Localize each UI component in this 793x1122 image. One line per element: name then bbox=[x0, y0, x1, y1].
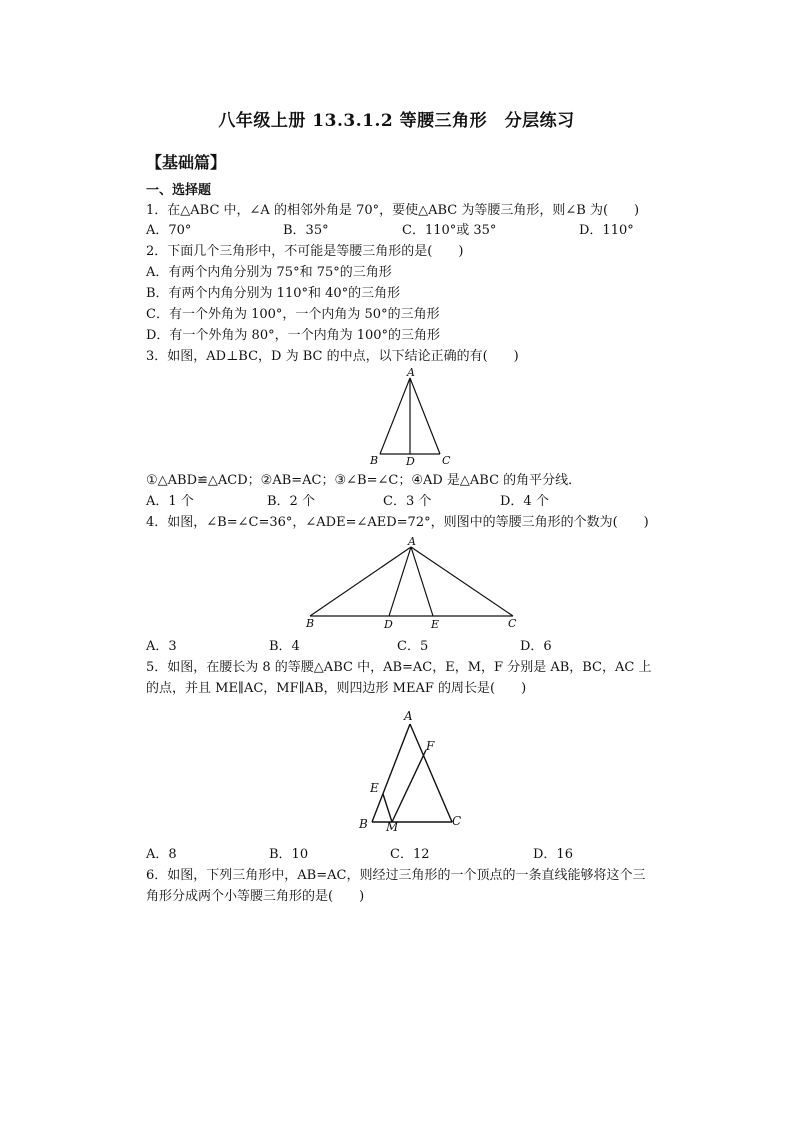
q4-side-ab bbox=[310, 547, 411, 616]
q3-side-ab bbox=[380, 378, 410, 454]
q5-option-a: A．8 bbox=[146, 847, 177, 862]
q2-option-d: D．有一个外角为 80°，一个内角为 100°的三角形 bbox=[146, 328, 441, 343]
q4-segment-ad bbox=[389, 547, 411, 616]
question-2-stem: 2．下面几个三角形中，不可能是等腰三角形的是( ) bbox=[146, 244, 464, 259]
q1-option-b: B．35° bbox=[283, 223, 329, 238]
q3-label-b: B bbox=[370, 454, 379, 467]
q3-option-a: A．1 个 bbox=[146, 494, 194, 509]
q5-label-b: B bbox=[359, 817, 368, 831]
q4-segment-ae bbox=[411, 547, 433, 616]
q2-option-c: C．有一个外角为 100°，一个内角为 50°的三角形 bbox=[146, 307, 440, 322]
q3-label-a: A bbox=[407, 366, 415, 379]
question-5-stem-line2: 的点，并且 ME∥AC，MF∥AB，则四边形 MEAF 的周长是( ) bbox=[146, 681, 527, 696]
q3-label-d: D bbox=[406, 455, 415, 468]
q3-label-c: C bbox=[442, 454, 451, 467]
q5-triangle-figure bbox=[352, 706, 472, 836]
q5-side-ab bbox=[372, 724, 410, 822]
q4-label-d: D bbox=[384, 618, 393, 631]
question-4-stem: 4．如图，∠B=∠C=36°，∠ADE=∠AED=72°，则图中的等腰三角形的个数为( ) bbox=[146, 515, 649, 530]
q1-option-c: C．110°或 35° bbox=[402, 223, 497, 238]
q3-option-b: B．2 个 bbox=[267, 494, 315, 509]
q5-option-b: B．10 bbox=[269, 847, 309, 862]
q3-option-c: C．3 个 bbox=[383, 494, 432, 509]
question-6-stem-line2: 角形分成两个小等腰三角形的是( ) bbox=[146, 889, 365, 904]
q3-triangle-figure bbox=[360, 366, 460, 468]
q5-label-c: C bbox=[452, 814, 462, 828]
q1-option-d: D．110° bbox=[579, 223, 634, 238]
q4-side-ac bbox=[411, 547, 513, 616]
question-1-stem: 1．在△ABC 中，∠A 的相邻外角是 70°，要使△ABC 为等腰三角形，则∠B 为( ) bbox=[146, 203, 640, 218]
q4-option-d: D．6 bbox=[520, 639, 552, 654]
section-heading: 【基础篇】 bbox=[146, 153, 227, 172]
q5-label-m: M bbox=[386, 820, 399, 834]
q4-label-e: E bbox=[431, 618, 440, 631]
q4-option-a: A．3 bbox=[146, 639, 177, 654]
page-title: 八年级上册 13.3.1.2 等腰三角形 分层练习 bbox=[218, 111, 575, 131]
q4-label-b: B bbox=[306, 617, 315, 630]
question-6-stem-line1: 6．如图，下列三角形中，AB=AC，则经过三角形的一个顶点的一条直线能够将这个三 bbox=[146, 868, 646, 883]
question-5-stem-line1: 5．如图，在腰长为 8 的等腰△ABC 中，AB=AC，E，M，F 分别是 AB，BC，AC 上 bbox=[146, 660, 652, 675]
q2-option-b: B．有两个内角分别为 110°和 40°的三角形 bbox=[146, 286, 401, 301]
q2-option-a: A．有两个内角分别为 75°和 75°的三角形 bbox=[146, 265, 392, 280]
q5-option-c: C．12 bbox=[390, 847, 430, 862]
q3-statements: ①△ABD≌△ACD；②AB=AC；③∠B=∠C；④AD 是△ABC 的角平分线． bbox=[146, 473, 582, 488]
q5-segment-mf bbox=[392, 750, 426, 822]
q3-option-d: D．4 个 bbox=[500, 494, 549, 509]
q5-segment-me bbox=[383, 794, 392, 822]
q4-label-c: C bbox=[508, 617, 517, 630]
q4-option-c: C．5 bbox=[397, 639, 429, 654]
q4-option-b: B．4 bbox=[269, 639, 300, 654]
q1-option-a: A．70° bbox=[146, 223, 192, 238]
q4-label-a: A bbox=[408, 535, 416, 548]
q3-side-ac bbox=[410, 378, 440, 454]
q5-label-a: A bbox=[404, 709, 413, 723]
q5-label-f: F bbox=[426, 739, 435, 753]
q5-label-e: E bbox=[370, 781, 379, 795]
q5-option-d: D．16 bbox=[533, 847, 573, 862]
q4-triangle-figure bbox=[300, 535, 525, 631]
part-heading: 一、选择题 bbox=[146, 183, 212, 198]
question-3-stem: 3．如图，AD⊥BC，D 为 BC 的中点，以下结论正确的有( ) bbox=[146, 349, 519, 364]
